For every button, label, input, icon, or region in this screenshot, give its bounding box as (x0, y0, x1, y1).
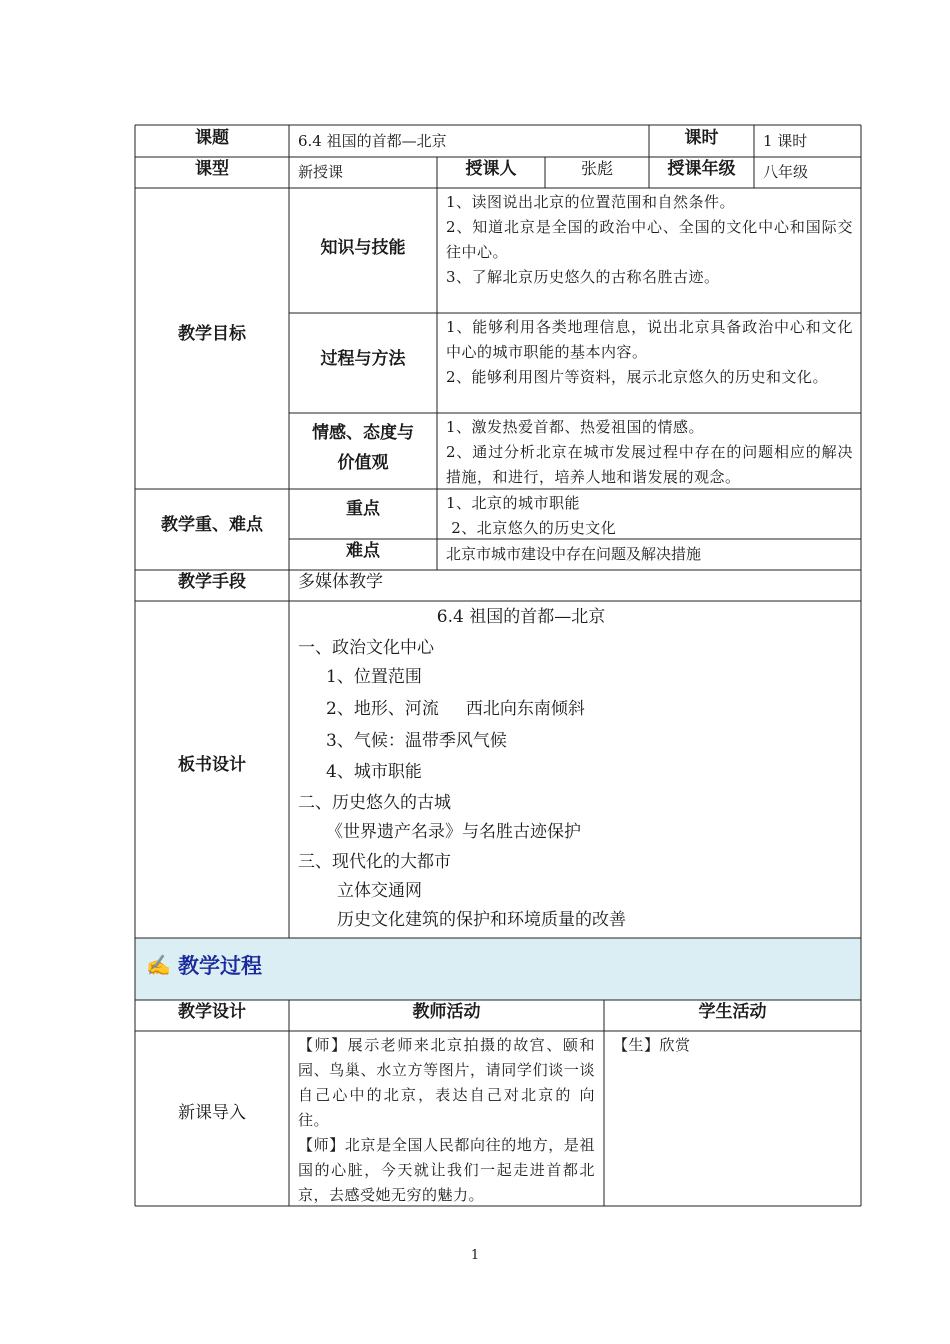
difficulty-value: 北京市城市建设中存在问题及解决措施 (446, 545, 702, 563)
focus-line-1: 1、北京的城市职能 (446, 494, 581, 512)
grade-value: 八年级 (763, 163, 809, 181)
board-line-6: 二、历史悠久的古城 (298, 793, 451, 813)
key-points-label: 教学重、难点 (161, 515, 263, 535)
teacher-activity-cell (289, 1031, 604, 1206)
focus-label: 重点 (346, 499, 380, 519)
col-teacher-header: 教师活动 (412, 1002, 481, 1022)
emotion-label-line-2: 价值观 (337, 453, 389, 473)
knowledge-line-1: 1、读图说出北京的位置范围和自然条件。 (446, 193, 736, 211)
process-line-1: 1、能够利用各类地理信息，说出北京具备政治中心和文化中心的城市职能的基本内容。 (446, 318, 853, 361)
board-line-3: 2、地形、河流 西北向东南倾斜 (326, 699, 585, 719)
focus-line-2: 2、北京悠久的历史文化 (446, 519, 617, 537)
board-line-1: 一、政治文化中心 (298, 638, 434, 658)
emotion-values-content (437, 413, 861, 489)
teacher-label: 授课人 (465, 159, 517, 179)
knowledge-line-3: 3、了解北京历史悠久的古称名胜古迹。 (446, 268, 720, 286)
focus-content (437, 489, 861, 539)
hours-value: 1 课时 (763, 132, 808, 150)
knowledge-skills-content (437, 188, 861, 313)
teacher-paragraph-2: 【师】北京是全国人民都向往的地方，是祖国的心脏，今天就让我们一起走进首都北京，去感受她无穷的魅力。 (298, 1136, 595, 1204)
emotion-line-2: 2、通过分析北京在城市发展过程中存在的问题相应的解决措施，和进行，培养人地和谐发展的观念。 (446, 443, 853, 486)
board-line-10: 历史文化建筑的保护和环境质量的改善 (337, 910, 626, 930)
board-title: 6.4 祖国的首都—北京 (436, 607, 606, 627)
board-design-label: 板书设计 (178, 755, 246, 775)
teaching-means-value: 多媒体教学 (298, 572, 383, 592)
topic-value: 6.4 祖国的首都—北京 (298, 132, 447, 150)
teaching-process-title: 教学过程 (178, 954, 262, 978)
board-line-5: 4、城市职能 (326, 762, 422, 782)
hours-label: 课时 (684, 128, 719, 148)
knowledge-line-2: 2、知道北京是全国的政治中心、全国的文化中心和国际交往中心。 (446, 218, 853, 261)
emotion-label-line-1: 情感、态度与 (312, 423, 414, 443)
col-student-header: 学生活动 (698, 1002, 767, 1022)
emotion-line-1: 1、激发热爱首都、热爱祖国的情感。 (446, 418, 705, 436)
student-activity-cell (604, 1031, 861, 1091)
objectives-label: 教学目标 (178, 324, 246, 344)
board-line-8: 三、现代化的大都市 (298, 852, 451, 872)
teacher-paragraph-1: 【师】展示老师来北京拍摄的故宫、颐和园、鸟巢、水立方等图片，请同学们谈一谈自己心中的北京，表达自己对北京的 向往。 (298, 1036, 595, 1129)
board-line-9: 立体交通网 (337, 881, 422, 901)
col-design-header: 教学设计 (178, 1002, 246, 1022)
teaching-means-label: 教学手段 (178, 572, 246, 592)
board-line-2: 1、位置范围 (326, 667, 422, 687)
topic-label: 课题 (195, 128, 229, 148)
lesson-type-label: 课型 (195, 159, 229, 179)
design-new-lesson-intro: 新课导入 (178, 1103, 246, 1123)
board-line-7: 《世界遗产名录》与名胜古迹保护 (326, 822, 581, 842)
teacher-value: 张彪 (580, 159, 613, 178)
writing-hand-icon: ✍ (146, 953, 171, 977)
student-activity-text: 【生】欣赏 (613, 1036, 691, 1054)
process-line-2: 2、能够利用图片等资料，展示北京悠久的历史和文化。 (446, 368, 829, 386)
process-method-content (437, 313, 861, 413)
difficulty-label: 难点 (346, 541, 380, 561)
process-method-label: 过程与方法 (320, 349, 406, 369)
lesson-type-value: 新授课 (298, 163, 344, 181)
grade-label: 授课年级 (667, 159, 736, 179)
emotion-values-label (289, 413, 437, 483)
board-line-4: 3、气候：温带季风气候 (326, 731, 507, 751)
page-number: 1 (470, 1248, 480, 1263)
knowledge-skills-label: 知识与技能 (320, 238, 406, 258)
